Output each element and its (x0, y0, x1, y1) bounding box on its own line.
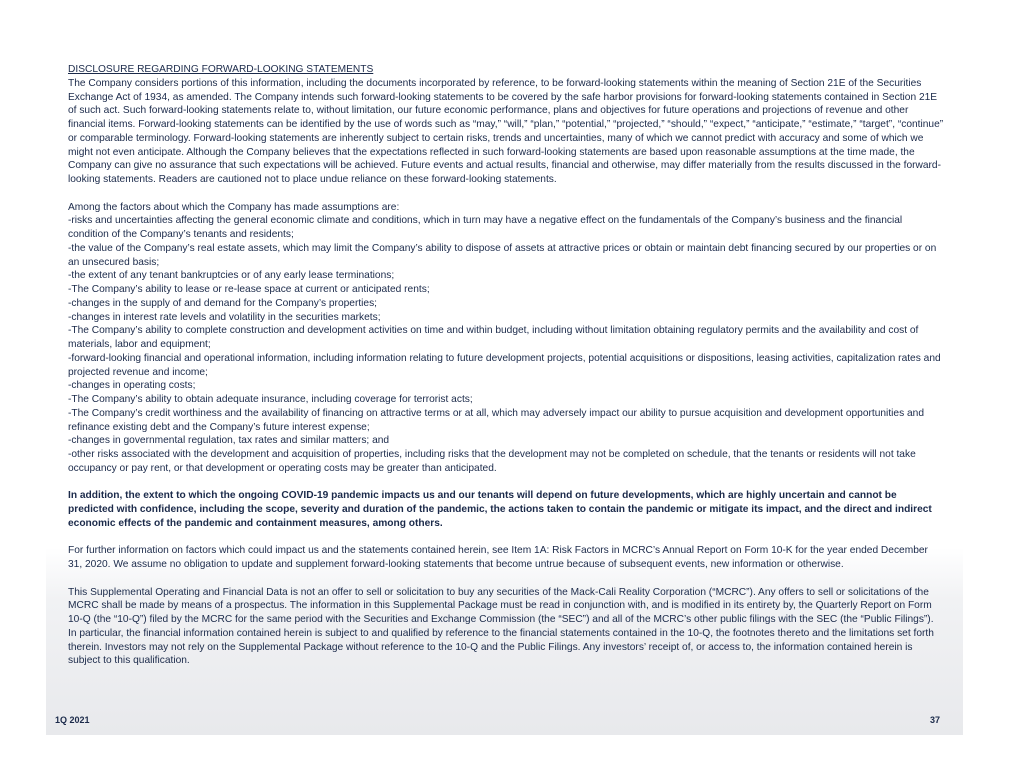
covid-paragraph: In addition, the extent to which the ongoing COVID-19 pandemic impacts us and our tenants will depend on future developments, which are highly uncertain and cannot be predicted with confidence, including the scope, severity and duration of the pandemic, the actions taken to contain the pandemic or mitigate its impact, and the direct and indirect economic effects of the pandemic and containment measures, among others. (68, 490, 932, 529)
supplemental-paragraph: This Supplemental Operating and Financial Data is not an offer to sell or solicitation to buy any securities of the Mack-Cali Reality Corporation (“MCRC”). Any offers to sell or solicitations of the MCRC shall be made by means of a prospectus. The information in this Supplemental Package must be read in conjunction with, and is modified in its entirety by, the Quarterly Report on Form 10-Q (the “10-Q”) filed by the MCRC for the same period with the Securities and Exchange Commission (the “SEC”) and all of the MCRC’s other public filings with the SEC (the “Public Filings”). In particular, the financial information contained herein is subject to and qualified by reference to the financial statements contained in the 10-Q, the footnotes thereto and the limitations set forth therein. Investors may not rely on the Supplemental Package without reference to the 10-Q and the Public Filings. Any investors’ receipt of, or access to, the information contained herein is subject to this qualification. (68, 586, 934, 667)
spacer (68, 572, 944, 586)
factor-item: -forward-looking financial and operational information, including information relating to future development projects, potential acquisitions or dispositions, leasing activities, capitalization rates and projected revenue and income; (68, 352, 941, 378)
spacer (68, 531, 944, 545)
further-info-paragraph: For further information on factors which could impact us and the statements contained herein, see Item 1A: Risk Factors in MCRC’s Annual Report on Form 10-K for the year ended December 31, 2020. We assume no obligation to update and supplement forward-looking statements that become untrue because of subsequent events, new information or otherwise. (68, 545, 928, 570)
factor-item: -The Company’s ability to lease or re-lease space at current or anticipated rents; (68, 284, 430, 295)
factor-item: -the value of the Company’s real estate assets, which may limit the Company’s ability to dispose of assets at attractive prices or obtain or maintain debt financing secured by our properties or on an unsecured basis; (68, 242, 937, 268)
factor-item: -The Company’s ability to complete construction and development activities on time and within budget, including without limitation obtaining regulatory permits and the availability and cost of materials, labor and equipment; (68, 325, 919, 350)
forward-looking-paragraph: The Company considers portions of this information, including the documents incorporated by reference, to be forward-looking statements within the meaning of Section 21E of the Securities Exchange Act of 1934, as amended. The Company intends such forward-looking statements to be covered by the safe harbor provisions for forward-looking statements contained in Section 21E of such act. Such forward-looking statements relate to, without limitation, our future economic performance, plans and objectives for future operations and projections of revenue and other financial items. Forward-looking statements can be identified by the use of words such as “may,” “will,” “plan,” “potential,” “projected,” “should,” “expect,” “anticipate,” “estimate,” “target”, “continue” or comparable terminology. Forward-looking statements are inherently subject to certain risks, trends and uncertainties, many of which we cannot predict with accuracy and some of which we might not even anticipate. Although the Company believes that the expectations reflected in such forward-looking statements are based upon reasonable assumptions at the time made, the Company can give no assurance that such expectations will be achieved. Future events and actual results, financial and otherwise, may differ materially from the results discussed in the forward-looking statements. Readers are cautioned not to place undue reliance on these forward-looking statements. (68, 77, 944, 185)
disclosure-content (68, 63, 944, 668)
factor-item: -changes in operating costs; (68, 380, 196, 392)
factor-item: -changes in the supply of and demand for the Company’s properties; (68, 297, 378, 309)
factor-item: -changes in governmental regulation, tax rates and similar matters; and (68, 435, 390, 447)
factor-item: -risks and uncertainties affecting the general economic climate and conditions, which in turn may have a negative effect on the fundamentals of the Company’s business and the financial condition of the Company’s tenants and residents; (68, 215, 903, 240)
spacer (68, 187, 944, 201)
disclosure-title: DISCLOSURE REGARDING FORWARD-LOOKING STATEMENTS (68, 64, 374, 75)
footer-period: 1Q 2021 (55, 715, 90, 725)
footer-page-number: 37 (930, 715, 941, 725)
factor-item: -other risks associated with the development and acquisition of properties, including risks that the development may not be completed on schedule, that the tenants or residents will not take occupancy or pay rent, or that development or operating costs may be greater than anticipated. (68, 449, 916, 474)
spacer (68, 476, 944, 490)
factor-item: -The Company’s ability to obtain adequate insurance, including coverage for terrorist acts; (68, 394, 473, 405)
page-panel (46, 0, 963, 735)
factor-item: -changes in interest rate levels and volatility in the securities markets; (68, 311, 381, 323)
factors-intro: Among the factors about which the Company has made assumptions are: (68, 201, 400, 213)
factor-item: -the extent of any tenant bankruptcies or of any early lease terminations; (68, 270, 395, 282)
factor-item: -The Company’s credit worthiness and the availability of financing on attractive terms or at all, which may adversely impact our ability to pursue acquisition and development opportunities and refinance existing debt and the Company’s future interest expense; (68, 407, 925, 433)
